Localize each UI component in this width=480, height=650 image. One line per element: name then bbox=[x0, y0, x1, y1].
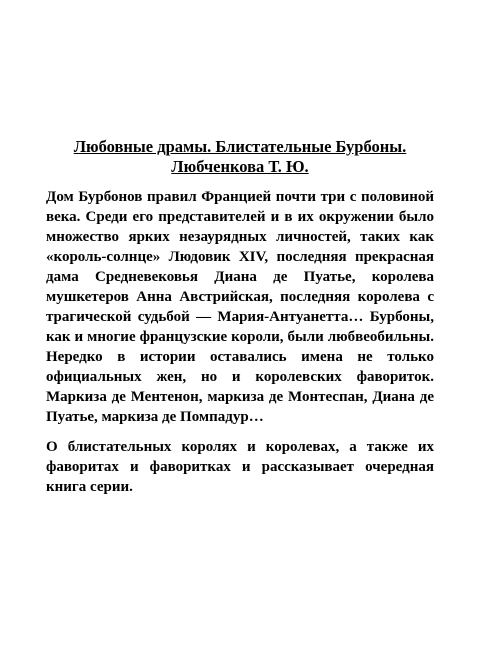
paragraph-2: О блистательных королях и королевах, а также их фаворитах и фаворитках и рассказывает очередная книга серии. bbox=[46, 439, 434, 495]
title-line-2: Любченкова Т. Ю. bbox=[171, 157, 309, 176]
document-page bbox=[46, 137, 434, 507]
paragraph-1: Дом Бурбонов правил Францией почти три с половиной века. Среди его представителей и в их окружении было множество ярких незаурядных личностей, таких как «король-солнце» Людовик XIV, последняя прекрасная дама Средневековья Диана де Пуатье, королева мушкетеров Анна Австрийская, последняя королева с трагической судьбой — Мария-Антуанетта… Бурбоны, как и многие французские короли, были любвеобильны. Нередко в истории оставались имена не только официальных жен, но и королевских фавориток. Маркиза де Ментенон, маркиза де Монтеспан, Диана де Пуатье, маркиза де Помпадур… bbox=[46, 189, 434, 425]
title-line-1: Любовные драмы. Блистательные Бурбоны. bbox=[73, 137, 407, 156]
document-title bbox=[46, 137, 434, 177]
